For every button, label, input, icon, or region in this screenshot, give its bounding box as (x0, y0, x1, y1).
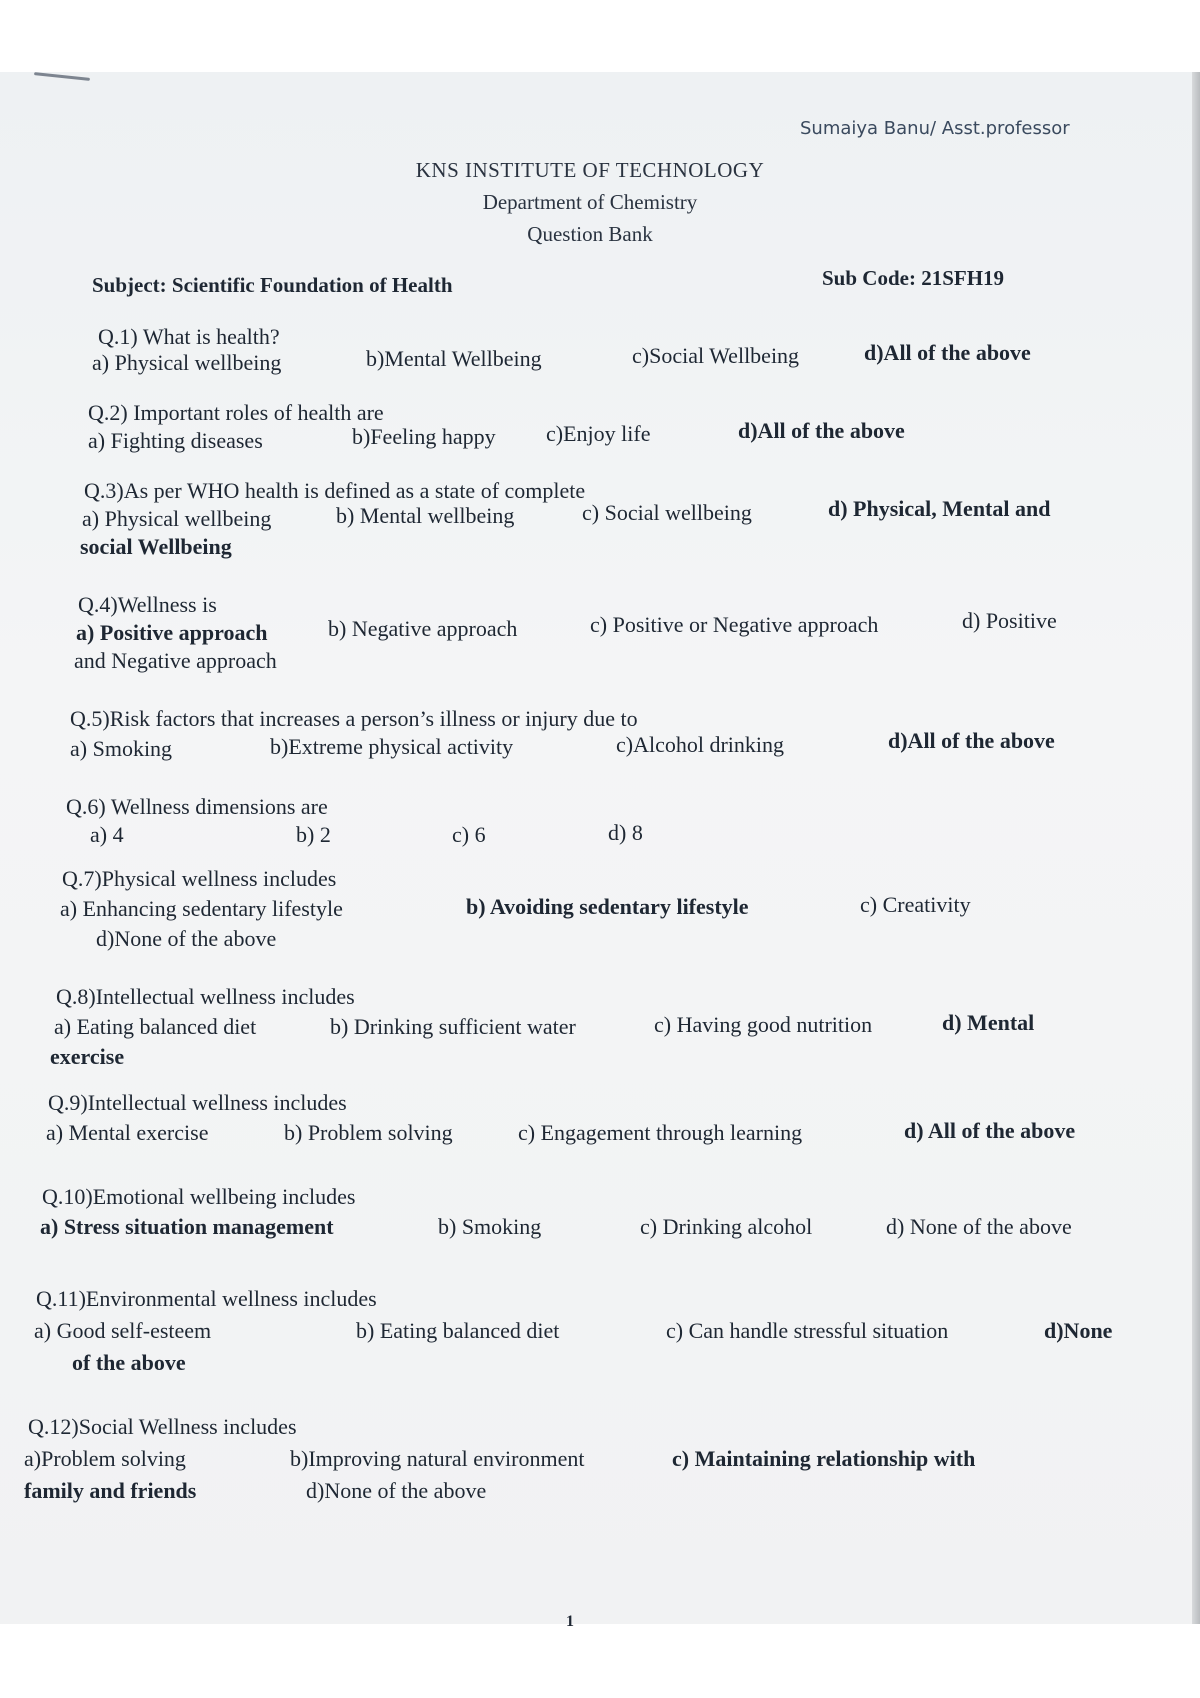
option-d: d) None of the above (886, 1214, 1072, 1239)
option-d: d) All of the above (904, 1118, 1076, 1143)
question-stem: Q.9)Intellectual wellness includes (48, 1090, 347, 1115)
question-stem: Q.7)Physical wellness includes (62, 866, 337, 891)
document-title: Question Bank (527, 222, 653, 246)
option-a: a) 4 (90, 822, 124, 847)
option-b: b) Negative approach (328, 616, 518, 641)
question-stem: Q.8)Intellectual wellness includes (56, 984, 355, 1009)
question-stem: Q.5)Risk factors that increases a person’s illness or injury due to (70, 706, 638, 731)
paper-edge-shadow (1192, 72, 1200, 1624)
option-d: d) 8 (608, 820, 643, 845)
option-a: a) Mental exercise (46, 1120, 209, 1145)
option-d: d)None of the above (306, 1478, 487, 1503)
question-stem: Q.12)Social Wellness includes (28, 1414, 297, 1439)
option-d: d)All of the above (888, 728, 1055, 753)
option-c-continued: family and friends (24, 1478, 197, 1503)
option-c: c)Social Wellbeing (632, 343, 800, 368)
option-b: b)Improving natural environment (290, 1446, 585, 1471)
option-c: c) Creativity (860, 892, 971, 917)
subject-line: Subject: Scientific Foundation of Health (92, 273, 453, 297)
option-a: a) Smoking (70, 736, 173, 761)
option-c: c) Social wellbeing (582, 500, 752, 525)
author-line: Sumaiya Banu/ Asst.professor (800, 118, 1070, 139)
question-stem: Q.3)As per WHO health is defined as a state of complete (84, 478, 586, 503)
option-b: b)Extreme physical activity (270, 734, 514, 759)
option-b: b) Smoking (438, 1214, 542, 1239)
option-b: b) 2 (296, 822, 331, 847)
option-b: b) Drinking sufficient water (330, 1014, 576, 1039)
department-name: Department of Chemistry (482, 190, 698, 214)
option-d-continued: of the above (72, 1350, 186, 1375)
option-a: a)Problem solving (24, 1446, 186, 1471)
option-c: c) Can handle stressful situation (666, 1318, 949, 1343)
paper-sheet (0, 72, 1200, 1624)
option-c: c) 6 (452, 822, 486, 847)
option-d: d)All of the above (738, 418, 905, 443)
option-c: c) Positive or Negative approach (590, 612, 879, 637)
option-c: c) Engagement through learning (518, 1120, 803, 1145)
option-d-continued: exercise (50, 1044, 125, 1069)
option-c: c) Maintaining relationship with (672, 1446, 976, 1471)
question-stem: Q.10)Emotional wellbeing includes (42, 1184, 356, 1209)
sub-code: Sub Code: 21SFH19 (822, 266, 1005, 290)
option-d-continued: social Wellbeing (80, 534, 232, 559)
question-stem: Q.4)Wellness is (78, 592, 217, 617)
option-d: d)None of the above (96, 926, 277, 951)
option-d: d)None (1044, 1318, 1113, 1343)
option-a: a) Physical wellbeing (82, 506, 272, 531)
question-stem: Q.2) Important roles of health are (88, 400, 384, 425)
option-a: a) Eating balanced diet (54, 1014, 257, 1039)
option-c: c)Alcohol drinking (616, 732, 785, 757)
option-a: a) Physical wellbeing (92, 350, 282, 375)
option-d-continued: and Negative approach (74, 648, 277, 673)
page-number: 1 (566, 1613, 574, 1630)
option-b: b)Mental Wellbeing (366, 346, 542, 371)
option-d: d)All of the above (864, 340, 1031, 365)
option-b: b) Problem solving (284, 1120, 453, 1145)
institute-name: KNS INSTITUTE OF TECHNOLOGY (415, 158, 765, 182)
option-d: d) Physical, Mental and (828, 496, 1051, 521)
question-stem: Q.6) Wellness dimensions are (66, 794, 328, 819)
option-b: b) Eating balanced diet (356, 1318, 560, 1343)
option-b: b)Feeling happy (352, 424, 496, 449)
option-c: c) Drinking alcohol (640, 1214, 813, 1239)
option-b: b) Avoiding sedentary lifestyle (466, 894, 749, 919)
question-stem: Q.11)Environmental wellness includes (36, 1286, 377, 1311)
question-stem: Q.1) What is health? (98, 324, 280, 349)
option-a: a) Enhancing sedentary lifestyle (60, 896, 343, 921)
option-d: d) Mental (942, 1010, 1035, 1035)
option-a: a) Good self-esteem (34, 1318, 212, 1343)
option-c: c) Having good nutrition (654, 1012, 873, 1037)
option-c: c)Enjoy life (546, 421, 651, 446)
option-a: a) Positive approach (76, 620, 268, 645)
option-a: a) Stress situation management (40, 1214, 334, 1239)
option-a: a) Fighting diseases (88, 428, 263, 453)
option-b: b) Mental wellbeing (336, 503, 515, 528)
option-d: d) Positive (962, 608, 1057, 633)
